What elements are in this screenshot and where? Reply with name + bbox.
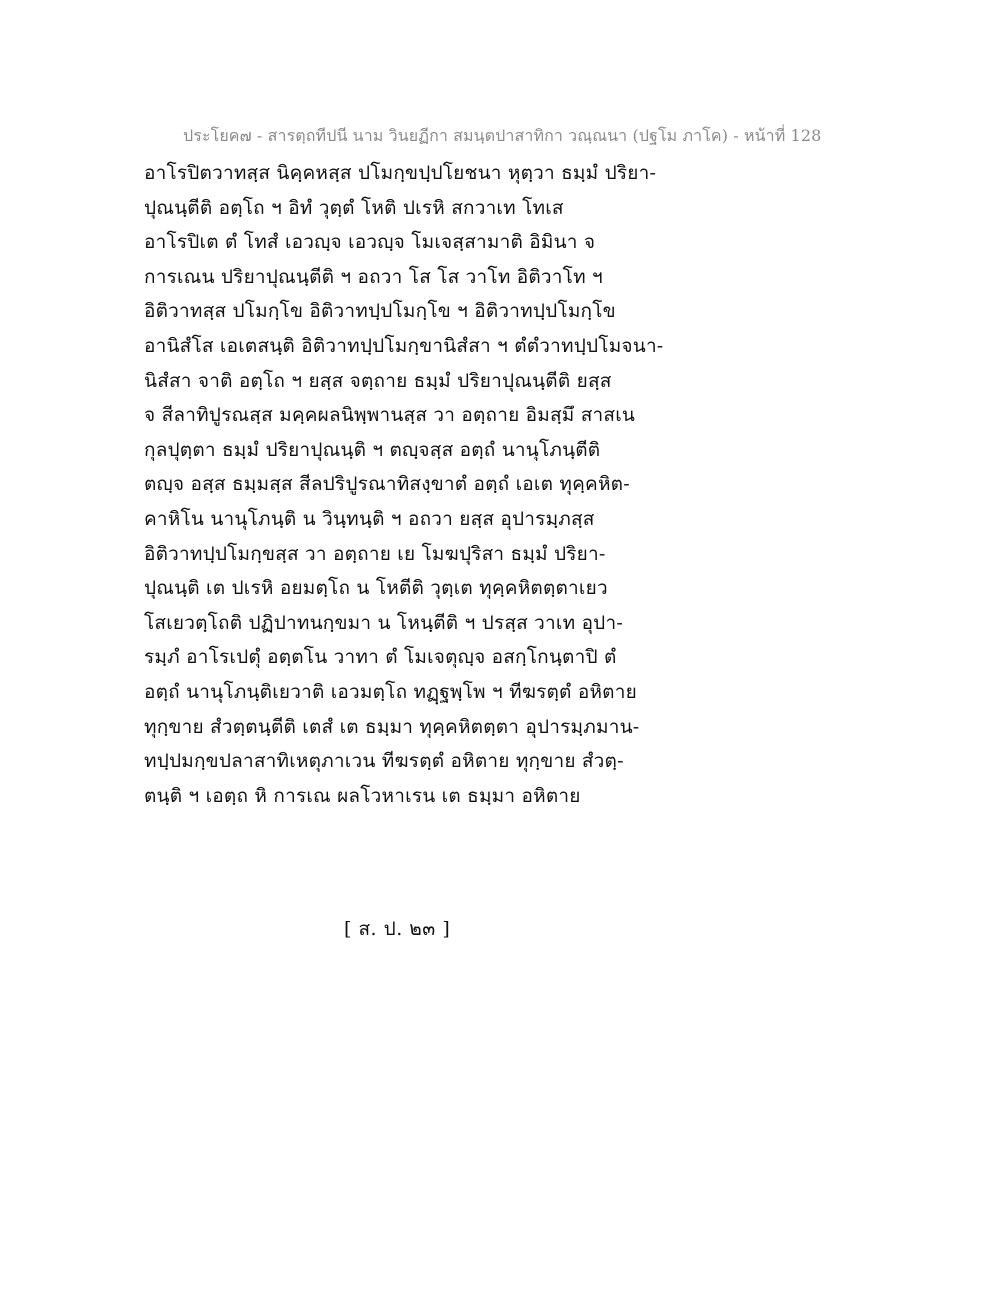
text-line: ปุณนฺตีติ อตฺโถ ฯ อิทํ วุตฺตํ โหติ ปเรหิ สกวาเท โทเส xyxy=(144,196,564,219)
text-line: กุลปุตฺตา ธมฺมํ ปริยาปุณนฺติ ฯ ตญฺจสฺส อตฺถํ นานุโภนฺตีติ xyxy=(144,438,601,461)
text-line: ตนฺติ ฯ เอตฺถ หิ การเณ ผลโวหาเรน เต ธมฺมา อหิตาย xyxy=(144,784,581,807)
text-line: โสเยวตฺโถติ ปฏิปาทนกฺขมา น โหนฺตีติ ฯ ปรสฺส วาเท อุปา- xyxy=(144,611,623,634)
text-line: อตฺถํ นานุโภนฺติเยวาติ เอวมตฺโถ ทฏฺฐพฺโพ ฯ ทีฆรตฺตํ อหิตาย xyxy=(144,680,637,703)
text-line: รมฺภํ อาโรเปตุํ อตฺตโน วาทา ตํ โมเจตุญฺจ อสกฺโกนฺตาปิ ตํ xyxy=(144,646,617,669)
text-line: อานิสํโส เอเตสนฺติ อิติวาทปฺปโมกฺขานิสํสา ฯ ตํตํวาทปฺปโมจนา- xyxy=(144,334,664,357)
running-header: ประโยค๗ - สารตฺถทีปนี นาม วินยฏีกา สมนฺตปาสาทิกา วณฺณนา (ปฐโม ภาโค) - หน้าที่ 128 xyxy=(183,126,822,145)
text-line: คาหิโน นานุโภนฺติ น วินฺทนฺติ ฯ อถวา ยสฺส อุปารมฺภสฺส xyxy=(144,507,595,530)
text-line: อาโรปิตวาทสฺส นิคฺคหสฺส ปโมกฺขปฺปโยชนา หุตฺวา ธมฺมํ ปริยา- xyxy=(144,162,657,184)
text-line: อิติวาทสฺส ปโมกฺโข อิติวาทปฺปโมกฺโข ฯ อิติวาทปฺปโมกฺโข xyxy=(144,300,616,323)
text-line: นิสํสา จาติ อตฺโถ ฯ ยสฺส จตฺถาย ธมฺมํ ปริยาปุณนฺตีติ ยสฺส xyxy=(144,369,612,392)
text-line: ทุกฺขาย สํวตฺตนฺตีติ เตสํ เต ธมฺมา ทุคฺคหิตตฺตา อุปารมฺภมาน- xyxy=(144,715,640,738)
text-line: การเณน ปริยาปุณนฺตีติ ฯ อถวา โส โส วาโท อิติวาโท ฯ xyxy=(144,265,603,288)
text-line: ตญฺจ อสฺส ธมฺมสฺส สีลปริปูรณาทิสงฺขาตํ อตฺถํ เอเต ทุคฺคหิต- xyxy=(144,473,630,496)
body-text xyxy=(144,156,704,813)
text-line: จ สีลาทิปูรณสฺส มคฺคผลนิพฺพานสฺส วา อตฺถาย อิมสฺมึ สาสเน xyxy=(144,404,636,427)
text-line: อิติวาทปฺปโมกฺขสฺส วา อตฺถาย เย โมฆปุริสา ธมฺมํ ปริยา- xyxy=(144,542,606,565)
text-line: อาโรปิเต ตํ โทสํ เอวญฺจ เอวญฺจ โมเจสฺสามาติ อิมินา จ xyxy=(144,231,596,254)
text-line: ทปฺปมกฺขปลาสาทิเหตุภาเวน ทีฆรตฺตํ อหิตาย ทุกฺขาย สํวตฺ- xyxy=(144,750,624,773)
page-signature: [ ส. ป. ๒๓ ] xyxy=(344,918,451,940)
text-line: ปุณนฺติ เต ปเรหิ อยมตฺโถ น โหตีติ วุตฺเต ทุคฺคหิตตฺตาเยว xyxy=(144,577,608,600)
